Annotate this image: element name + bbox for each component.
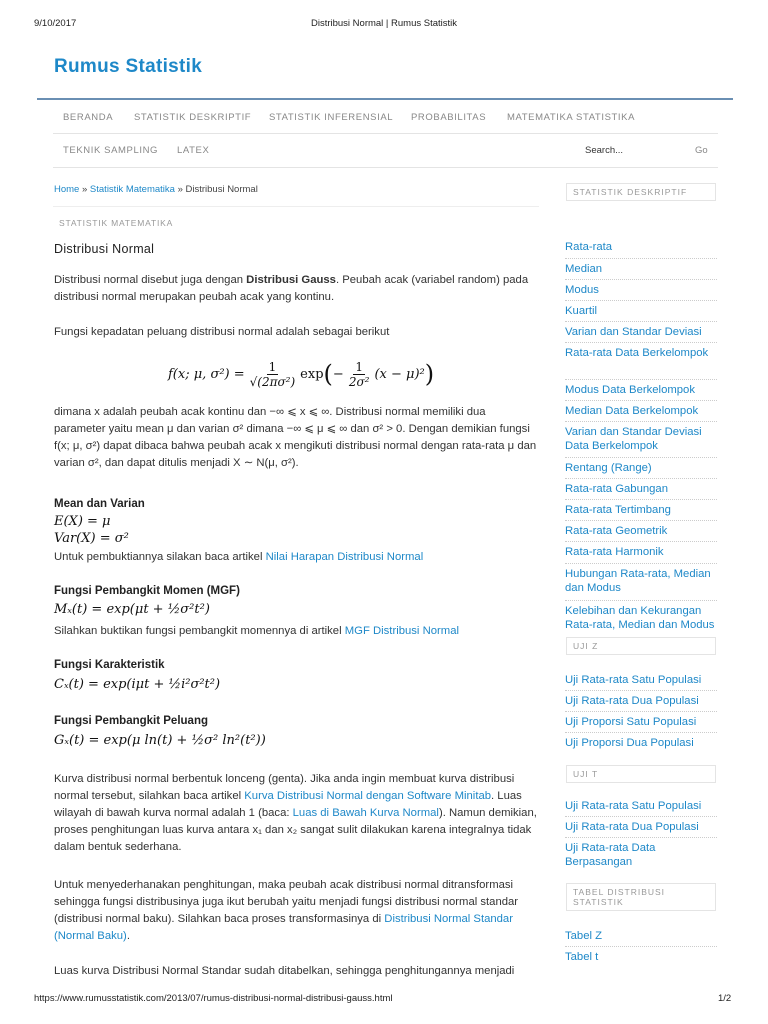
paragraph-tabel: Luas kurva Distribusi Normal Standar sudah ditabelkan, sehingga penghitungannya menjadi (54, 965, 515, 977)
sidebar-link[interactable]: Tabel t (565, 951, 599, 963)
sidebar-divider (565, 711, 717, 712)
sidebar-divider (565, 563, 717, 564)
sidebar-link[interactable]: Uji Proporsi Dua Populasi (565, 737, 694, 749)
breadcrumb-home-link[interactable]: Home (54, 184, 80, 195)
paragraph-pdf-explanation: dimana x adalah peubah acak kontinu dan −∞ ⩽ x ⩽ ∞. Distribusi normal memiliki dua parameter yaitu mean μ dan varian σ² dimana −∞ ⩽ μ ⩽ ∞ dan σ² > 0. Dengan demikian fungsi f(x; μ, σ²) dapat dibaca bahwa peubah acak x mengikuti distribusi normal dengan rata-rata μ dan varian σ², dan dapat ditulis menjadi X ∼ N(μ, σ²). (54, 406, 537, 469)
sidebar-link[interactable]: Uji Rata-rata Satu Populasi (565, 800, 702, 812)
nav-item-beranda[interactable]: BERANDA (63, 112, 114, 123)
nav-item-teknik-sampling[interactable]: TEKNIK SAMPLING (63, 145, 159, 156)
pdf-formula: f(x; μ, σ²) = $\frac{1}{\text{√(2πσ²)}}$ exp ( − $\frac{1}{\text{2σ²}}$ (x − μ)² ) (168, 359, 435, 389)
nav-item-matematika-statistika[interactable]: MATEMATIKA STATISTIKA (507, 112, 636, 123)
sidebar-link[interactable]: Median Data Berkelompok (565, 405, 699, 417)
sidebar-divider (565, 837, 717, 838)
sidebar-link[interactable]: Rentang (Range) (565, 462, 652, 474)
sidebar-link[interactable]: Modus (565, 284, 599, 296)
breadcrumb-category-link[interactable]: Statistik Matematika (89, 184, 175, 195)
sidebar-divider (565, 946, 717, 947)
sidebar-divider (565, 279, 717, 280)
sidebar-link[interactable]: Rata-rata Tertimbang (565, 504, 671, 516)
search-input[interactable]: Search... (585, 145, 624, 156)
sidebar-link[interactable]: Median (565, 263, 603, 275)
sidebar-heading-uji-z: UJI Z (566, 637, 716, 655)
sidebar-divider (565, 499, 717, 500)
sidebar-divider (565, 457, 717, 458)
heading-mean-varian: Mean dan Varian (54, 498, 145, 510)
sidebar-link[interactable]: Varian dan Standar Deviasi (565, 326, 702, 338)
link-luas-kurva-normal[interactable]: Luas di Bawah Kurva Normal (292, 807, 439, 819)
equation-mean: E(X) = μ (54, 514, 111, 529)
sidebar-heading-tabel-distribusi: TABEL DISTRIBUSI STATISTIK (566, 883, 716, 911)
nav-item-statistik-inferensial[interactable]: STATISTIK INFERENSIAL (269, 112, 394, 123)
nav-item-probabilitas[interactable]: PROBABILITAS (411, 112, 487, 123)
sidebar-divider (565, 321, 717, 322)
site-brand[interactable]: Rumus Statistik (54, 56, 203, 77)
sidebar-divider (565, 421, 717, 422)
breadcrumb (54, 184, 258, 195)
paragraph-intro: Distribusi normal disebut juga dengan Distribusi Gauss. Peubah acak (variabel random) pada distribusi normal merupakan peubah acak yang kontinu. (54, 274, 529, 303)
paragraph-transformasi: Untuk menyederhanakan penghitungan, maka peubah acak distribusi normal ditransformasi sehingga fungsi distribusinya juga ikut berubah yaitu menjadi fungsi distribusi normal standar (distribusi normal baku). Silahkan baca proses transformasinya di Distribusi Normal Standar (Normal Baku). (54, 879, 519, 942)
nav-bottom-divider (53, 167, 718, 168)
paragraph-kurva: Kurva distribusi normal berbentuk lonceng (genta). Jika anda ingin membuat kurva distribusi normal tersebut, silahkan baca artikel Kurva Distribusi Normal dengan Software Minitab. Luas wilayah di bawah kurva normal adalah 1 (baca: Luas di Bawah Kurva Normal). Namun demikian, proses penghitungan luas kurva antara x₁ dan x₂ sangat sulit dilakukan karena integralnya tidak dalam bentuk sederhana. (54, 773, 537, 853)
sidebar-divider (565, 258, 717, 259)
heading-fungsi-pembangkit-peluang: Fungsi Pembangkit Peluang (54, 715, 208, 727)
sidebar-link[interactable]: Rata-rata (565, 241, 613, 253)
header-divider (37, 98, 733, 100)
sidebar-link[interactable]: Modus Data Berkelompok (565, 384, 695, 396)
sidebar-divider (565, 400, 717, 401)
sidebar-link[interactable]: Uji Rata-rata Dua Populasi (565, 821, 699, 833)
print-date: 9/10/2017 (34, 18, 77, 29)
equation-mgf: Mₓ(t) = exp(μt + ½σ²t²) (54, 602, 210, 617)
search-go-button[interactable]: Go (695, 145, 708, 156)
link-distribusi-normal-standar[interactable]: Distribusi Normal Standar (Normal Baku) (54, 913, 513, 942)
sidebar-link[interactable]: Varian dan Standar Deviasi Data Berkelompok (565, 426, 702, 452)
sidebar-divider (565, 541, 717, 542)
sidebar-link[interactable]: Rata-rata Geometrik (565, 525, 668, 537)
sidebar-link[interactable]: Rata-rata Data Berkelompok (565, 347, 709, 359)
nav-item-latex[interactable]: LATEX (177, 145, 210, 156)
heading-mgf: Fungsi Pembangkit Momen (MGF) (54, 585, 240, 597)
breadcrumb-separator: » (81, 184, 88, 195)
post-title: Distribusi Normal (54, 242, 155, 256)
link-nilai-harapan[interactable]: Nilai Harapan Distribusi Normal (265, 551, 424, 563)
sidebar-divider (565, 600, 717, 601)
link-mgf-distribusi-normal[interactable]: MGF Distribusi Normal (344, 625, 459, 637)
sidebar-link[interactable]: Kuartil (565, 305, 598, 317)
nav-divider (53, 133, 718, 134)
sidebar-divider (565, 816, 717, 817)
equation-pgf: Gₓ(t) = exp(μ ln(t) + ½σ² ln²(t²)) (54, 733, 266, 748)
sidebar-link[interactable]: Kelebihan dan Kekurangan Rata-rata, Median dan Modus (565, 605, 715, 631)
sidebar-divider (565, 478, 717, 479)
sidebar-divider (565, 300, 717, 301)
link-kurva-minitab[interactable]: Kurva Distribusi Normal dengan Software Minitab (244, 790, 492, 802)
sidebar-divider (565, 732, 717, 733)
post-category[interactable]: STATISTIK MATEMATIKA (59, 218, 174, 228)
print-url: https://www.rumusstatistik.com/2013/07/rumus-distribusi-normal-distribusi-gauss.html (34, 993, 393, 1004)
print-page-number: 1/2 (718, 993, 732, 1004)
sidebar-divider (565, 342, 717, 343)
paragraph-mgf: Silahkan buktikan fungsi pembangkit momennya di artikel MGF Distribusi Normal (54, 625, 459, 637)
sidebar-divider (565, 520, 717, 521)
sidebar-link[interactable]: Uji Rata-rata Data Berpasangan (565, 842, 656, 868)
nav-item-statistik-deskriptif[interactable]: STATISTIK DESKRIPTIF (134, 112, 252, 123)
sidebar-heading-uji-t: UJI T (566, 765, 716, 783)
sidebar-link[interactable]: Rata-rata Gabungan (565, 483, 668, 495)
sidebar-heading-statistik-deskriptif: STATISTIK DESKRIPTIF (566, 183, 716, 201)
sidebar-link[interactable]: Hubungan Rata-rata, Median dan Modus (565, 568, 711, 594)
sidebar-link[interactable]: Uji Rata-rata Dua Populasi (565, 695, 699, 707)
paragraph-mean-varian: Untuk pembuktiannya silakan baca artikel Nilai Harapan Distribusi Normal (54, 551, 424, 563)
equation-varian: Var(X) = σ² (54, 531, 129, 546)
paragraph-pdf-intro: Fungsi kepadatan peluang distribusi normal adalah sebagai berikut (54, 326, 390, 338)
sidebar-divider (565, 690, 717, 691)
print-doc-title: Distribusi Normal | Rumus Statistik (310, 18, 458, 29)
heading-fungsi-karakteristik: Fungsi Karakteristik (54, 659, 165, 671)
sidebar-link[interactable]: Tabel Z (565, 930, 603, 942)
sidebar-divider (565, 379, 717, 380)
breadcrumb-separator: » (177, 184, 183, 195)
sidebar-link[interactable]: Uji Proporsi Satu Populasi (565, 716, 697, 728)
sidebar-link[interactable]: Uji Rata-rata Satu Populasi (565, 674, 702, 686)
equation-characteristic: Cₓ(t) = exp(iμt + ½i²σ²t²) (54, 677, 221, 692)
sidebar-link[interactable]: Rata-rata Harmonik (565, 546, 664, 558)
breadcrumb-current: Distribusi Normal (185, 184, 258, 195)
post-header-divider (53, 206, 539, 207)
